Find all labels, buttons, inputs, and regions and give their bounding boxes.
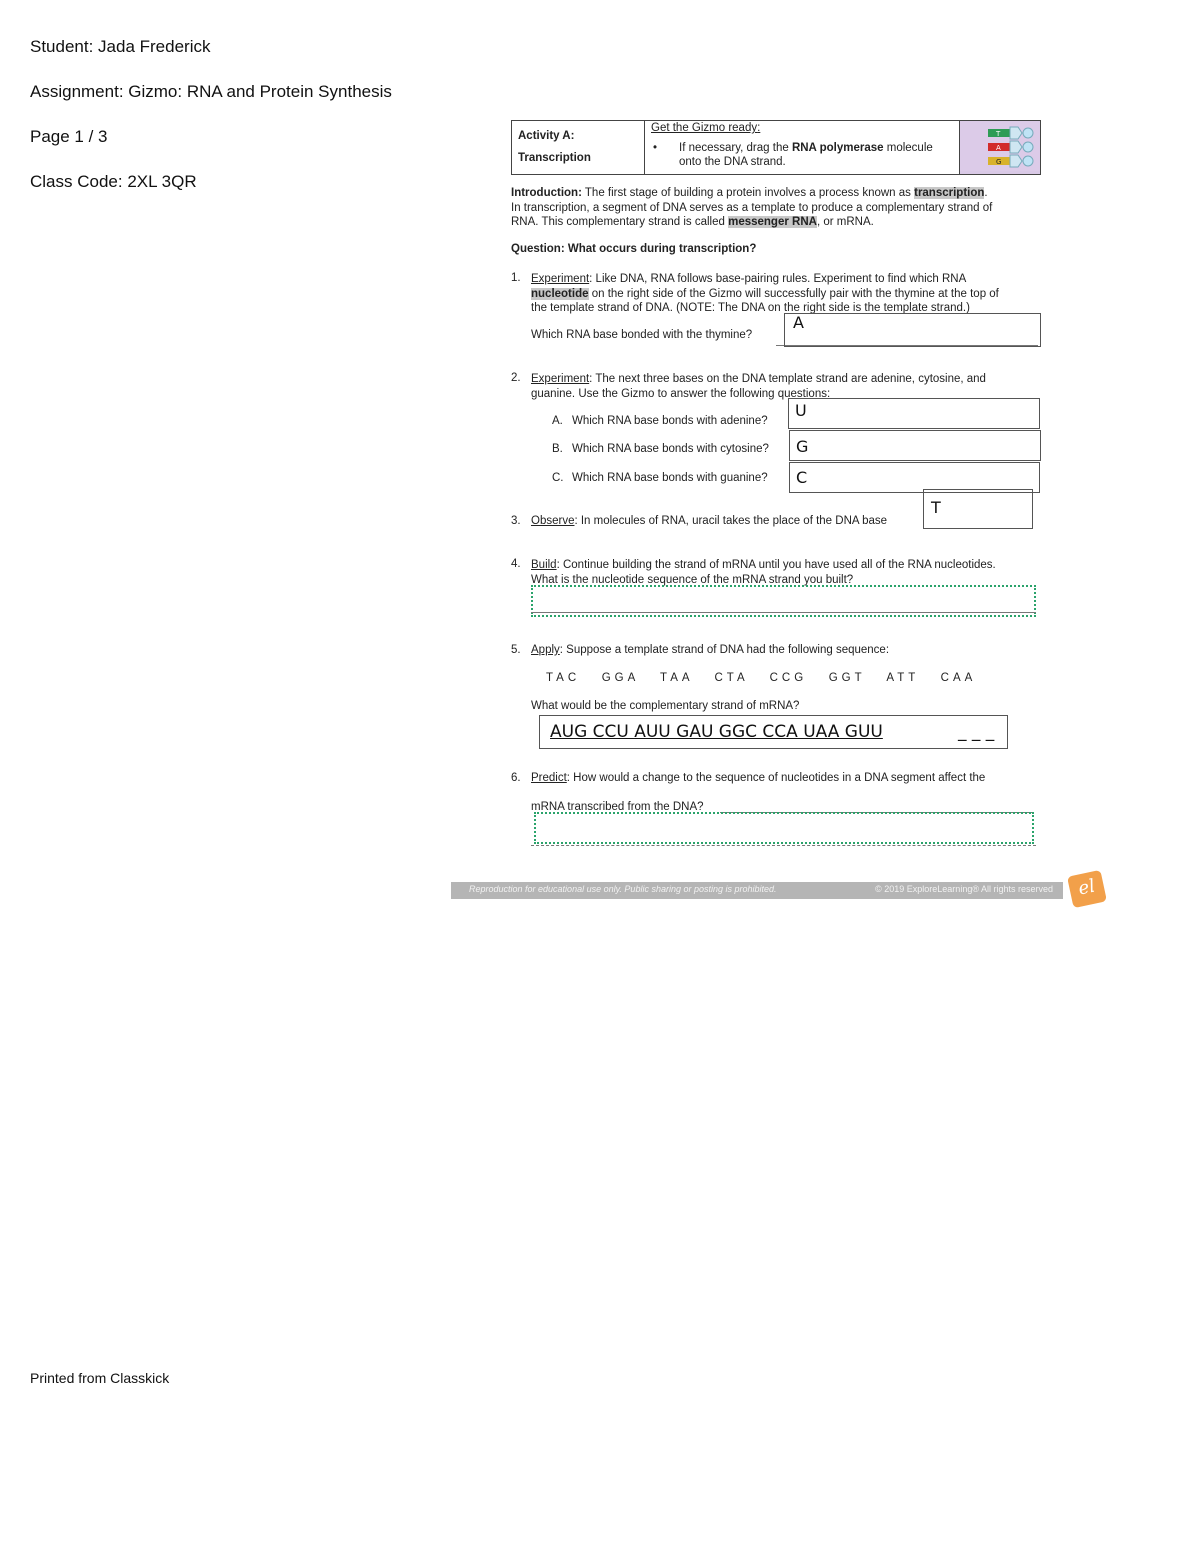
reproduction-notice: Reproduction for educational use only. Public sharing or posting is prohibited. — [469, 884, 777, 894]
q2b-prompt: Which RNA base bonds with cytosine? — [572, 443, 769, 455]
explorelearning-logo: el — [1067, 870, 1107, 908]
activity-header — [511, 120, 1041, 172]
q2c-prompt: Which RNA base bonds with guanine? — [572, 472, 768, 484]
q2c-answer-field[interactable]: C — [789, 462, 1040, 493]
thumb-letter-g: G — [996, 158, 1002, 166]
q1-prompt: Which RNA base bonded with the thymine? — [531, 329, 753, 341]
q3-number: 3. — [511, 515, 521, 527]
q1-number: 1. — [511, 272, 521, 284]
q6-number: 6. — [511, 772, 521, 784]
q2-number: 2. — [511, 372, 521, 384]
class-code: Class Code: 2XL 3QR — [30, 172, 197, 191]
q5-number: 5. — [511, 644, 521, 656]
q5-text: Apply: Suppose a template strand of DNA had the following sequence: — [531, 644, 890, 656]
q6-answer-field[interactable] — [534, 812, 1034, 844]
printed-from: Printed from Classkick — [30, 1370, 170, 1386]
assignment-title: Assignment: Gizmo: RNA and Protein Synthesis — [30, 82, 392, 101]
activity-topic: Transcription — [518, 152, 591, 164]
gizmo-ready-bullet: • If necessary, drag the RNA polymerase molecule onto the DNA strand. — [653, 142, 933, 168]
q4-number: 4. — [511, 558, 521, 570]
copyright-text: © 2019 ExploreLearning® All rights reserved — [875, 884, 1053, 894]
q4-text: Build: Continue building the strand of mRNA until you have used all of the RNA nucleotides. What is the nucleotide sequence of the mRNA strand you built? — [531, 559, 996, 586]
page-indicator: Page 1 / 3 — [30, 127, 108, 146]
q5-answer-field[interactable]: AUG CCU AUU GAU GGC CCA UAA GUU _ _ _ — [539, 715, 1008, 749]
q2b-answer-field[interactable]: G — [789, 430, 1041, 461]
q5-prompt: What would be the complementary strand of mRNA? — [531, 700, 800, 712]
q3-text: Observe: In molecules of RNA, uracil takes the place of the DNA base — [531, 515, 888, 527]
q2a-letter: A. — [552, 415, 563, 427]
thumb-letter-t: T — [996, 130, 1001, 138]
student-name: Student: Jada Frederick — [30, 37, 211, 56]
q2c-letter: C. — [552, 472, 564, 484]
q1-text: Experiment: Like DNA, RNA follows base-pairing rules. Experiment to find which RNA nucleotide on the right side of the Gizmo will successfully pair with the thymine at the top of the template strand of DNA. (NOTE: The DNA on the right side is the template strand.) — [531, 273, 999, 314]
q1-answer-field[interactable]: A — [784, 313, 1041, 347]
q2b-letter: B. — [552, 443, 563, 455]
q2a-prompt: Which RNA base bonds with adenine? — [572, 415, 768, 427]
q2a-answer-field[interactable]: U — [788, 398, 1040, 429]
q6-text-line2: mRNA transcribed from the DNA? — [531, 801, 704, 813]
thumb-letter-a: A — [996, 144, 1001, 152]
nucleotide-icon — [960, 121, 1040, 171]
activity-label: Activity A: — [518, 130, 575, 142]
dna-sequence: TAC GGA TAA CTA CCG GGT ATT CAA — [546, 672, 977, 684]
q6-text-line1: Predict: How would a change to the sequence of nucleotides in a DNA segment affect the — [531, 772, 986, 784]
question-heading: Question: What occurs during transcription? — [511, 243, 757, 255]
q2-text: Experiment: The next three bases on the DNA template strand are adenine, cytosine, and guanine. Use the Gizmo to answer the following questions: — [531, 373, 986, 400]
gizmo-ready-label: Get the Gizmo ready: — [651, 122, 761, 134]
gizmo-thumbnail — [960, 121, 1041, 175]
introduction: Introduction: The first stage of building a protein involves a process known as transcription. In transcription, a segment of DNA serves as a template to produce a complementary strand of RNA. This complementary strand is called messenger RNA, or mRNA. — [511, 187, 993, 228]
q3-answer-field[interactable]: T — [923, 489, 1033, 529]
copyright-bar — [451, 882, 1063, 899]
